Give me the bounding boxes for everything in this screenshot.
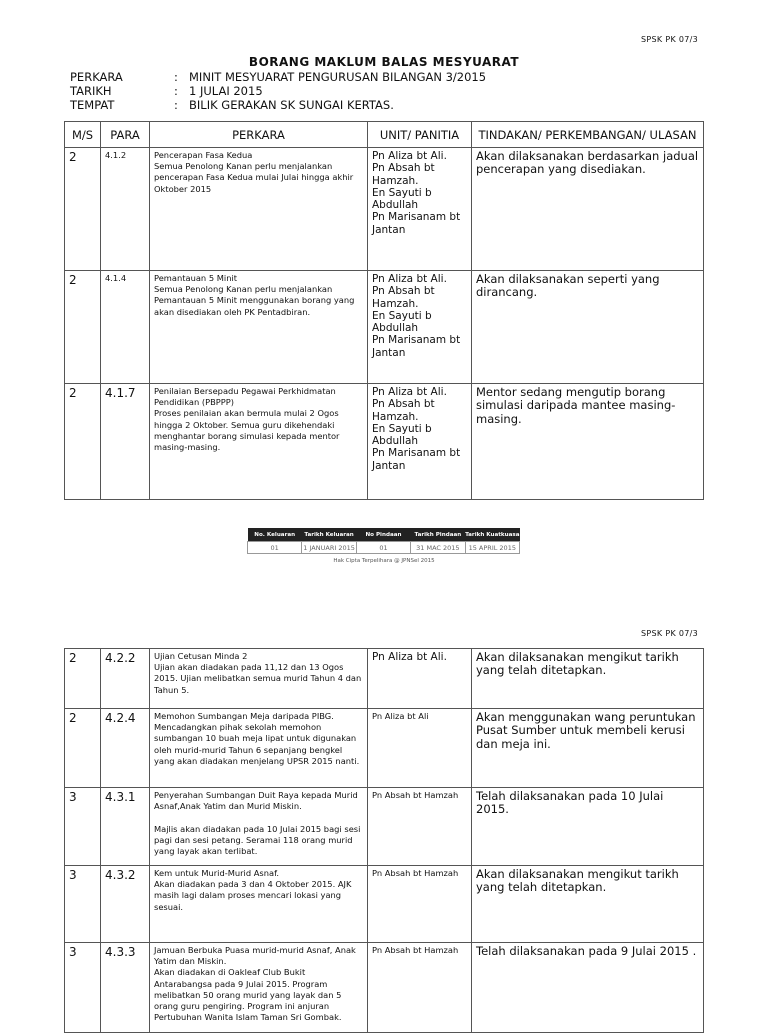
cell-unit: Pn Aliza bt Ali. Pn Absah bt Hamzah. En Sayuti b Abdullah Pn Marisanam bt Jantan (368, 384, 472, 500)
header-para: PARA (101, 122, 150, 148)
cell-para: 4.2.2 (101, 649, 150, 709)
cell-ms: 3 (65, 943, 101, 1033)
meta-colon: : (174, 84, 178, 98)
table-row (65, 384, 704, 500)
cell-unit: Pn Aliza bt Ali. Pn Absah bt Hamzah. En Sayuti b Abdullah Pn Marisanam bt Jantan (368, 271, 472, 384)
meta-label: PERKARA (70, 70, 123, 84)
table-row (65, 788, 704, 866)
cell-perkara: Jamuan Berbuka Puasa murid-murid Asnaf, Anak Yatim dan Miskin. Akan diadakan di Oakleaf Club Bukit Antarabangsa pada 9 Julai 2015. Program melibatkan 50 orang murid yang layak dan 5 orang guru pengiring. Program ini anjuran Pertubuhan Wanita Islam Taman Sri Gombak. (150, 943, 368, 1033)
control-header: Tarikh Pindaan (411, 528, 465, 542)
meta-label: TEMPAT (70, 98, 115, 112)
table-row (65, 709, 704, 788)
header-unit: UNIT/ PANITIA (368, 122, 472, 148)
cell-tindakan: Akan dilaksanakan seperti yang dirancang. (472, 271, 704, 384)
table-row (65, 148, 704, 271)
cell-unit: Pn Absah bt Hamzah (368, 943, 472, 1033)
form-code: SPSK PK 07/3 (641, 35, 698, 44)
cell-unit: Pn Aliza bt Ali (368, 709, 472, 788)
cell-para: 4.3.2 (101, 866, 150, 943)
cell-tindakan: Akan dilaksanakan mengikut tarikh yang telah ditetapkan. (472, 649, 704, 709)
cell-ms: 2 (65, 148, 101, 271)
control-value: 31 MAC 2015 (411, 542, 465, 554)
cell-ms: 3 (65, 788, 101, 866)
cell-para: 4.1.4 (101, 271, 150, 384)
cell-tindakan: Akan dilaksanakan mengikut tarikh yang telah ditetapkan. (472, 866, 704, 943)
page-title: BORANG MAKLUM BALAS MESYUARAT (248, 55, 520, 69)
cell-tindakan: Akan menggunakan wang peruntukan Pusat Sumber untuk membeli kerusi dan meja ini. (472, 709, 704, 788)
cell-perkara: Penyerahan Sumbangan Duit Raya kepada Murid Asnaf,Anak Yatim dan Murid Miskin. Majlis akan diadakan pada 10 Julai 2015 bagi sesi pagi dan sesi petang. Seramai 118 orang murid yang layak akan terlibat. (150, 788, 368, 866)
cell-ms: 3 (65, 866, 101, 943)
cell-para: 4.1.7 (101, 384, 150, 500)
meta-value: 1 JULAI 2015 (189, 84, 263, 98)
control-header-row (248, 528, 520, 542)
cell-tindakan: Akan dilaksanakan berdasarkan jadual pencerapan yang disediakan. (472, 148, 704, 271)
cell-perkara: Pencerapan Fasa Kedua Semua Penolong Kanan perlu menjalankan pencerapan Fasa Kedua mulai Julai hingga akhir Oktober 2015 (150, 148, 368, 271)
cell-tindakan: Telah dilaksanakan pada 9 Julai 2015 . (472, 943, 704, 1033)
cell-perkara: Kem untuk Murid-Murid Asnaf. Akan diadakan pada 3 dan 4 Oktober 2015. AJK masih lagi dalam proses mencari lokasi yang sesuai. (150, 866, 368, 943)
control-header: Tarikh Kuatkuasa (465, 528, 519, 542)
table-row (65, 649, 704, 709)
meta-colon: : (174, 98, 178, 112)
document-control-table (247, 528, 520, 554)
control-header: No. Keluaran (248, 528, 302, 542)
control-value: 01 (356, 542, 410, 554)
header-tindakan: TINDAKAN/ PERKEMBANGAN/ ULASAN (472, 122, 704, 148)
table-row (65, 271, 704, 384)
meta-colon: : (174, 70, 178, 84)
cell-unit: Pn Aliza bt Ali. (368, 649, 472, 709)
control-header: No Pindaan (356, 528, 410, 542)
cell-ms: 2 (65, 384, 101, 500)
cell-unit: Pn Absah bt Hamzah (368, 866, 472, 943)
cell-perkara: Ujian Cetusan Minda 2 Ujian akan diadakan pada 11,12 dan 13 Ogos 2015. Ujian melibatkan semua murid Tahun 4 dan Tahun 5. (150, 649, 368, 709)
cell-para: 4.1.2 (101, 148, 150, 271)
meta-label: TARIKH (70, 84, 112, 98)
control-value: 01 (248, 542, 302, 554)
header-perkara: PERKARA (150, 122, 368, 148)
form-code: SPSK PK 07/3 (641, 629, 698, 638)
header-ms: M/S (65, 122, 101, 148)
minutes-table-page2 (64, 648, 704, 1033)
cell-perkara: Memohon Sumbangan Meja daripada PIBG. Mencadangkan pihak sekolah memohon sumbangan 10 buah meja lipat untuk digunakan oleh murid-murid Tahun 6 sepanjang bengkel yang akan diadakan menjelang UPSR 2015 nanti. (150, 709, 368, 788)
cell-para: 4.2.4 (101, 709, 150, 788)
cell-para: 4.3.3 (101, 943, 150, 1033)
cell-tindakan: Telah dilaksanakan pada 10 Julai 2015. (472, 788, 704, 866)
copyright-notice: Hak Cipta Terpelihara @ JPNSel 2015 (333, 558, 435, 564)
cell-ms: 2 (65, 271, 101, 384)
meta-value: BILIK GERAKAN SK SUNGAI KERTAS. (189, 98, 394, 112)
control-value: 15 APRIL 2015 (465, 542, 519, 554)
control-value: 1 JANUARI 2015 (303, 543, 355, 552)
table-row (65, 866, 704, 943)
cell-ms: 2 (65, 649, 101, 709)
minutes-table-page1 (64, 121, 704, 500)
control-value-row (248, 542, 520, 554)
cell-unit: Pn Absah bt Hamzah (368, 788, 472, 866)
control-header: Tarikh Keluaran (302, 528, 356, 542)
table-row (65, 943, 704, 1033)
cell-perkara: Penilaian Bersepadu Pegawai Perkhidmatan Pendidikan (PBPPP) Proses penilaian akan bermula mulai 2 Ogos hingga 2 Oktober. Semua guru dikehendaki menghantar borang simulasi kepada mentor masing-masing. (150, 384, 368, 500)
cell-unit: Pn Aliza bt Ali. Pn Absah bt Hamzah. En Sayuti b Abdullah Pn Marisanam bt Jantan (368, 148, 472, 271)
cell-ms: 2 (65, 709, 101, 788)
table-header-row (65, 122, 704, 148)
cell-para: 4.3.1 (101, 788, 150, 866)
cell-tindakan: Mentor sedang mengutip borang simulasi daripada mantee masing-masing. (472, 384, 704, 500)
meta-value: MINIT MESYUARAT PENGURUSAN BILANGAN 3/2015 (189, 70, 487, 84)
cell-perkara: Pemantauan 5 Minit Semua Penolong Kanan perlu menjalankan Pemantauan 5 Minit menggunakan borang yang akan disediakan oleh PK Pentadbiran. (150, 271, 368, 384)
